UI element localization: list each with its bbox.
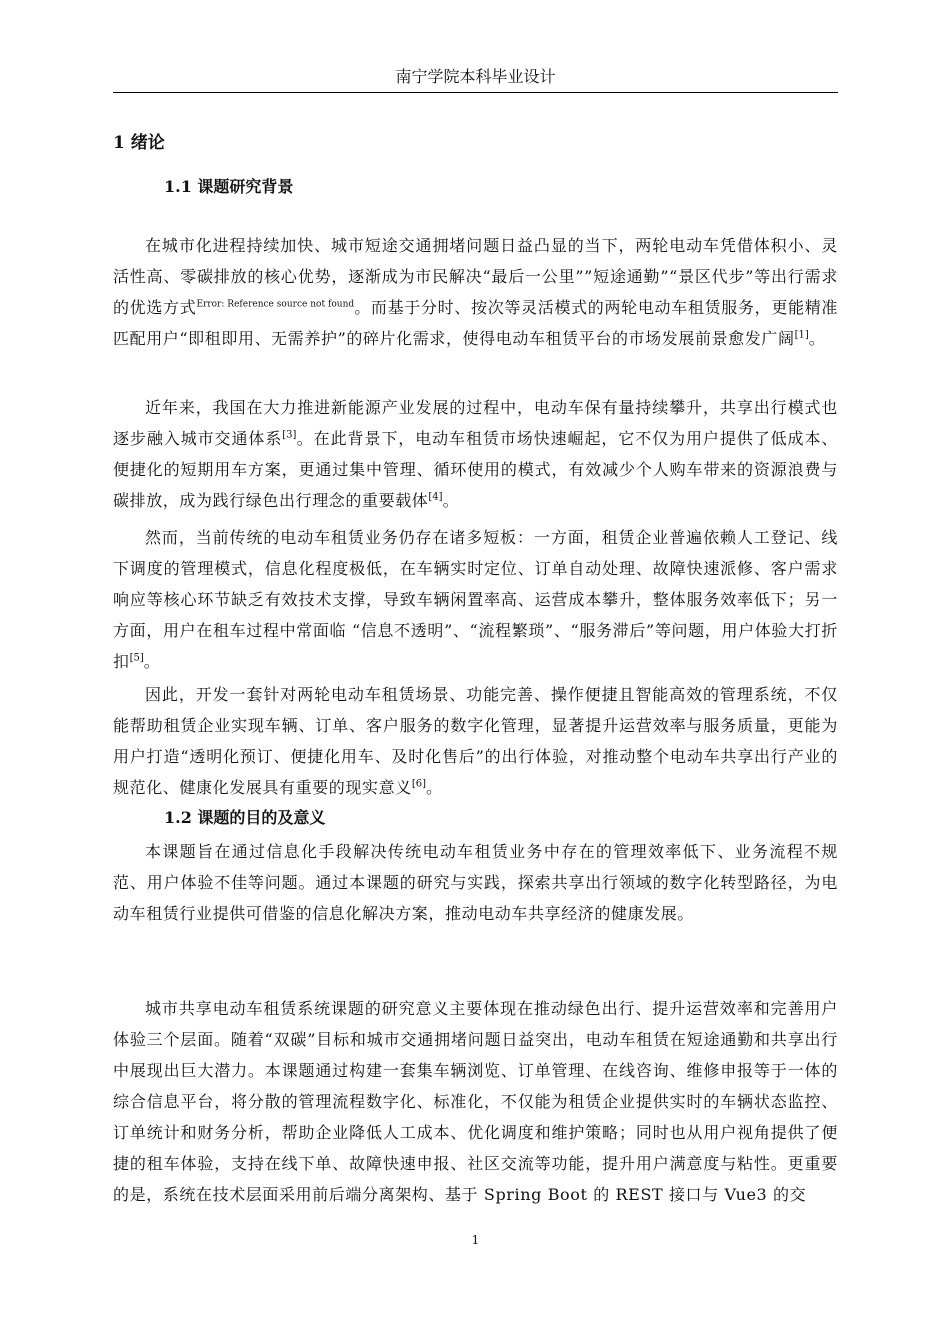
paragraph-text: 。在此背景下，电动车租赁市场快速崛起，它不仅为用户提供了低成本、便捷化的短期用车方案，更通过集中管理、循环使用的模式，有效减少个人购车带来的资源浪费与碳排放，成为践行绿色出行理念的重要载体 — [113, 429, 838, 510]
page-number: 1 — [471, 1233, 480, 1247]
paragraph-purpose-1: 本课题旨在通过信息化手段解决传统电动车租赁业务中存在的管理效率低下、业务流程不规范、用户体验不佳等问题。通过本课题的研究与实践，探索共享出行领域的数字化转型路径，为电动车租赁行业提供可借鉴的信息化解决方案，推动电动车共享经济的健康发展。 — [113, 842, 838, 923]
citation: [3] — [282, 429, 297, 441]
running-header: 南宁学院本科毕业设计 — [395, 67, 556, 86]
paragraph-background-2 — [113, 392, 838, 516]
paragraph-background-1 — [113, 230, 838, 354]
paragraph-text: 。 — [425, 778, 443, 797]
section-heading-purpose: 1.2 课题的目的及意义 — [164, 808, 326, 827]
paragraph-text: 近年来，我国在大力推进新能源产业发展的过程中，电动车保有量持续攀升，共享出行模式也逐步融入城市交通体系 — [113, 398, 838, 448]
paragraph-background-4 — [113, 679, 838, 803]
chapter-heading: 1 绪论 — [113, 133, 165, 153]
paragraph-text: 。 — [442, 491, 460, 510]
section-heading-background: 1.1 课题研究背景 — [164, 177, 294, 196]
paragraph-text: 在城市化进程持续加快、城市短途交通拥堵问题日益凸显的当下，两轮电动车凭借体积小、灵活性高、零碳排放的核心优势，逐渐成为市民解决“最后一公里””短途通勤”“景区代步”等出行需求的优选方式 — [113, 236, 838, 317]
paragraph-text: 。 — [808, 329, 826, 348]
paragraph-purpose-2: 城市共享电动车租赁系统课题的研究意义主要体现在推动绿色出行、提升运营效率和完善用户体验三个层面。随着“双碳”目标和城市交通拥堵问题日益突出，电动车租赁在短途通勤和共享出行中展现出巨大潜力。本课题通过构建一套集车辆浏览、订单管理、在线咨询、维修申报等于一体的综合信息平台，将分散的管理流程数字化、标准化，不仅能为租赁企业提供实时的车辆状态监控、订单统计和财务分析，帮助企业降低人工成本、优化调度和维护策略；同时也从用户视角提供了便捷的租车体验，支持在线下单、故障快速申报、社区交流等功能，提升用户满意度与粘性。更重要的是，系统在技术层面采用前后端分离架构、基于 Spring Boot 的 REST 接口与 Vue3 的交 — [113, 999, 838, 1204]
paragraph-background-3 — [113, 522, 838, 677]
citation: [1] — [794, 329, 809, 341]
citation: [4] — [428, 491, 443, 503]
citation: [6] — [411, 778, 426, 790]
paragraph-text: 然而，当前传统的电动车租赁业务仍存在诸多短板：一方面，租赁企业普遍依赖人工登记、线下调度的管理模式，信息化程度极低，在车辆实时定位、订单自动处理、故障快速派修、客户需求响应等核心环节缺乏有效技术支撑，导致车辆闲置率高、运营成本攀升，整体服务效率低下；另一方面，用户在租车过程中常面临 “信息不透明”、“流程繁琐”、“服务滞后”等问题，用户体验大打折扣 — [113, 528, 838, 671]
reference-error-note: Error: Reference source not found — [196, 299, 355, 310]
paragraph-text: 。而基于分时、按次等灵活模式的两轮电动车租赁服务，更能精准匹配用户“即租即用、无需养护”的碎片化需求，使得电动车租赁平台的市场发展前景愈发广阔 — [113, 298, 838, 348]
paragraph-text: 。 — [143, 652, 161, 671]
header-rule — [113, 92, 838, 93]
citation: [5] — [129, 652, 144, 664]
paragraph-text: 因此，开发一套针对两轮电动车租赁场景、功能完善、操作便捷且智能高效的管理系统，不仅能帮助租赁企业实现车辆、订单、客户服务的数字化管理，显著提升运营效率与服务质量，更能为用户打造“透明化预订、便捷化用车、及时化售后”的出行体验，对推动整个电动车共享出行产业的规范化、健康化发展具有重要的现实意义 — [113, 685, 838, 797]
